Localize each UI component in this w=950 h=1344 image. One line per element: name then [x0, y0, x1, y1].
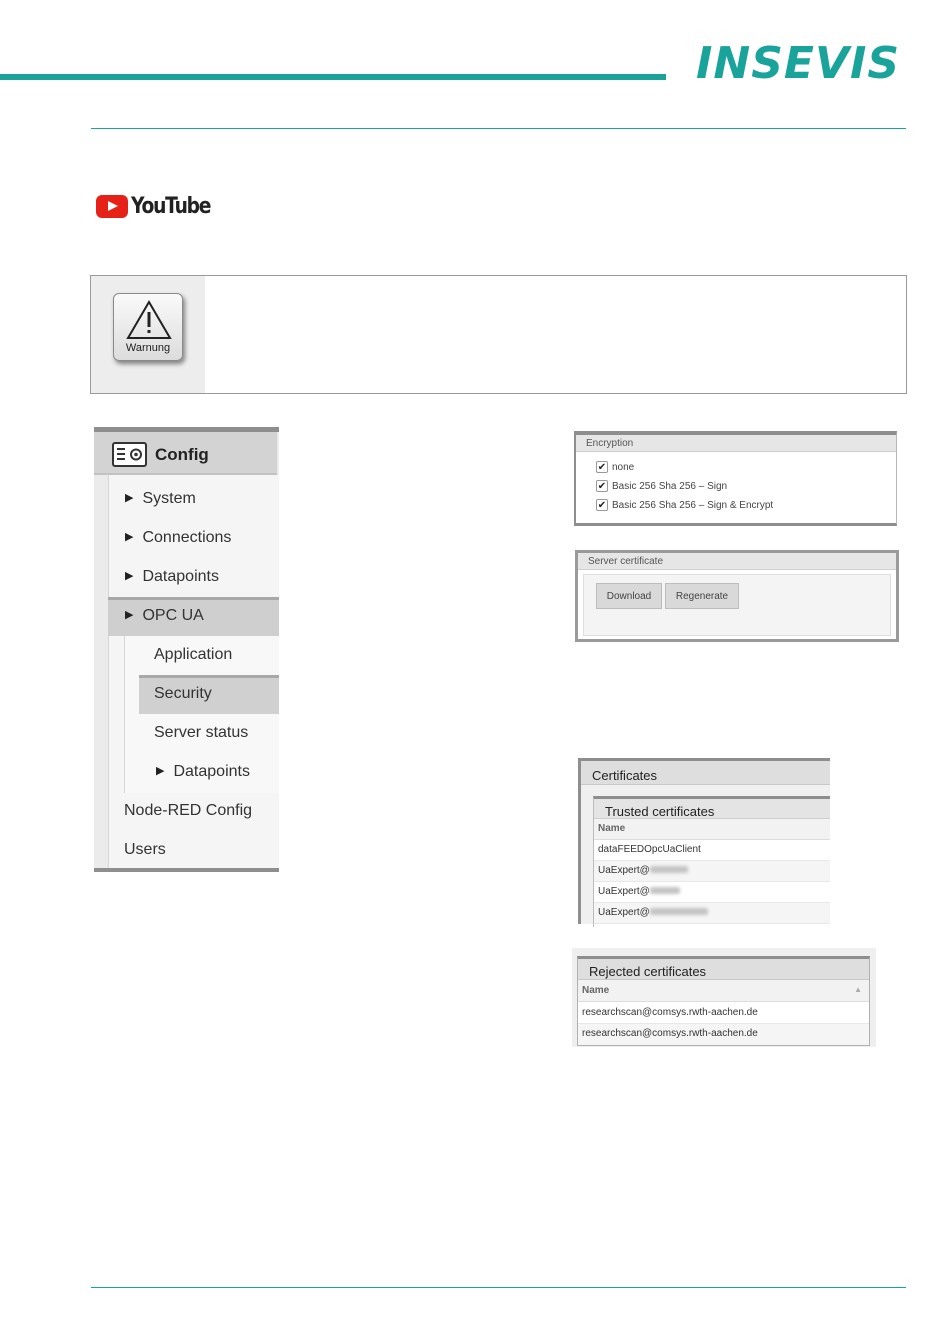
sidebar-item-server-status[interactable]: Server status — [154, 724, 249, 741]
config-header[interactable] — [94, 432, 277, 475]
sidebar-item-system[interactable]: ▶ System — [125, 490, 196, 507]
brand-logo: INSEVIS — [696, 38, 901, 89]
warning-icon-column — [91, 276, 205, 393]
sidebar-item-node-red-config[interactable]: Node-RED Config — [124, 802, 253, 819]
redacted-text — [650, 908, 708, 915]
header-accent-bar — [0, 74, 666, 80]
config-title: Config — [155, 445, 209, 464]
table-row[interactable]: researchscan@comsys.rwth-aachen.de — [578, 1024, 869, 1045]
encryption-title: Encryption — [576, 435, 896, 452]
sidebar-item-users[interactable]: Users — [124, 841, 166, 858]
encryption-option-sign[interactable]: ✔ Basic 256 Sha 256 – Sign — [597, 480, 728, 492]
sidebar-item-security[interactable]: Security — [154, 685, 212, 702]
sidebar-item-application[interactable]: Application — [154, 646, 233, 663]
certificates-header — [581, 761, 830, 785]
table-row[interactable]: UaExpert@ — [594, 882, 830, 903]
encryption-option-sign-encrypt[interactable]: ✔ Basic 256 Sha 256 – Sign & Encrypt — [597, 499, 774, 511]
encryption-option-none[interactable]: ✔ none — [597, 461, 635, 473]
checkbox-checked-icon[interactable]: ✔ — [597, 481, 607, 492]
checkbox-checked-icon[interactable]: ✔ — [597, 500, 607, 511]
sidebar-item-datapoints[interactable]: ▶ Datapoints — [125, 568, 219, 585]
config-icon — [112, 442, 147, 467]
rejected-certificates-header — [578, 959, 869, 980]
expand-arrow-icon: ▶ — [156, 765, 165, 777]
rejected-certificates-frame — [572, 948, 876, 1047]
expand-arrow-icon: ▶ — [125, 492, 134, 504]
sidebar-item-connections[interactable]: ▶ Connections — [125, 529, 232, 546]
sidebar-item-opc-datapoints[interactable]: ▶ Datapoints — [156, 763, 250, 780]
expand-arrow-icon: ▶ — [125, 609, 134, 621]
regenerate-button[interactable]: Regenerate — [665, 583, 739, 609]
footer-divider — [91, 1287, 906, 1288]
certificates-title: Certificates — [592, 768, 658, 783]
sidebar-item-opc-ua[interactable]: ▶ OPC UA — [125, 607, 204, 624]
youtube-label: YouTube — [131, 194, 211, 219]
table-row[interactable]: UaExpert@ — [594, 903, 830, 924]
trusted-certificates-table — [593, 796, 830, 927]
certificates-panel — [578, 758, 830, 924]
youtube-link[interactable] — [96, 194, 224, 219]
warning-triangle-icon — [126, 300, 172, 340]
warning-box — [90, 275, 907, 394]
trusted-certificates-header — [594, 799, 830, 819]
redacted-text — [650, 866, 688, 873]
checkbox-checked-icon[interactable]: ✔ — [597, 462, 607, 473]
config-panel-icon — [114, 444, 145, 465]
name-column-header[interactable]: Name ▲ — [578, 980, 869, 1002]
rejected-certificates-panel — [577, 956, 870, 1046]
trusted-certificates-title: Trusted certificates — [605, 804, 715, 819]
warning-icon — [113, 293, 183, 361]
sort-asc-icon[interactable]: ▲ — [854, 985, 862, 994]
config-sidebar — [94, 427, 279, 872]
header-divider — [91, 128, 906, 129]
server-certificate-panel — [575, 550, 899, 642]
table-row[interactable]: UaExpert@ — [594, 861, 830, 882]
expand-arrow-icon: ▶ — [125, 570, 134, 582]
name-column-header[interactable]: Name — [594, 819, 830, 840]
rejected-certificates-title: Rejected certificates — [589, 964, 707, 979]
expand-arrow-icon: ▶ — [125, 531, 134, 543]
download-button[interactable]: Download — [596, 583, 662, 609]
table-row[interactable]: researchscan@comsys.rwth-aachen.de — [578, 1002, 869, 1024]
table-row[interactable]: dataFEEDOpcUaClient — [594, 840, 830, 861]
warning-label: Warnung — [125, 342, 171, 354]
server-certificate-title: Server certificate — [578, 553, 896, 570]
encryption-panel — [574, 431, 897, 526]
redacted-text — [650, 887, 680, 894]
youtube-play-icon — [96, 195, 128, 218]
